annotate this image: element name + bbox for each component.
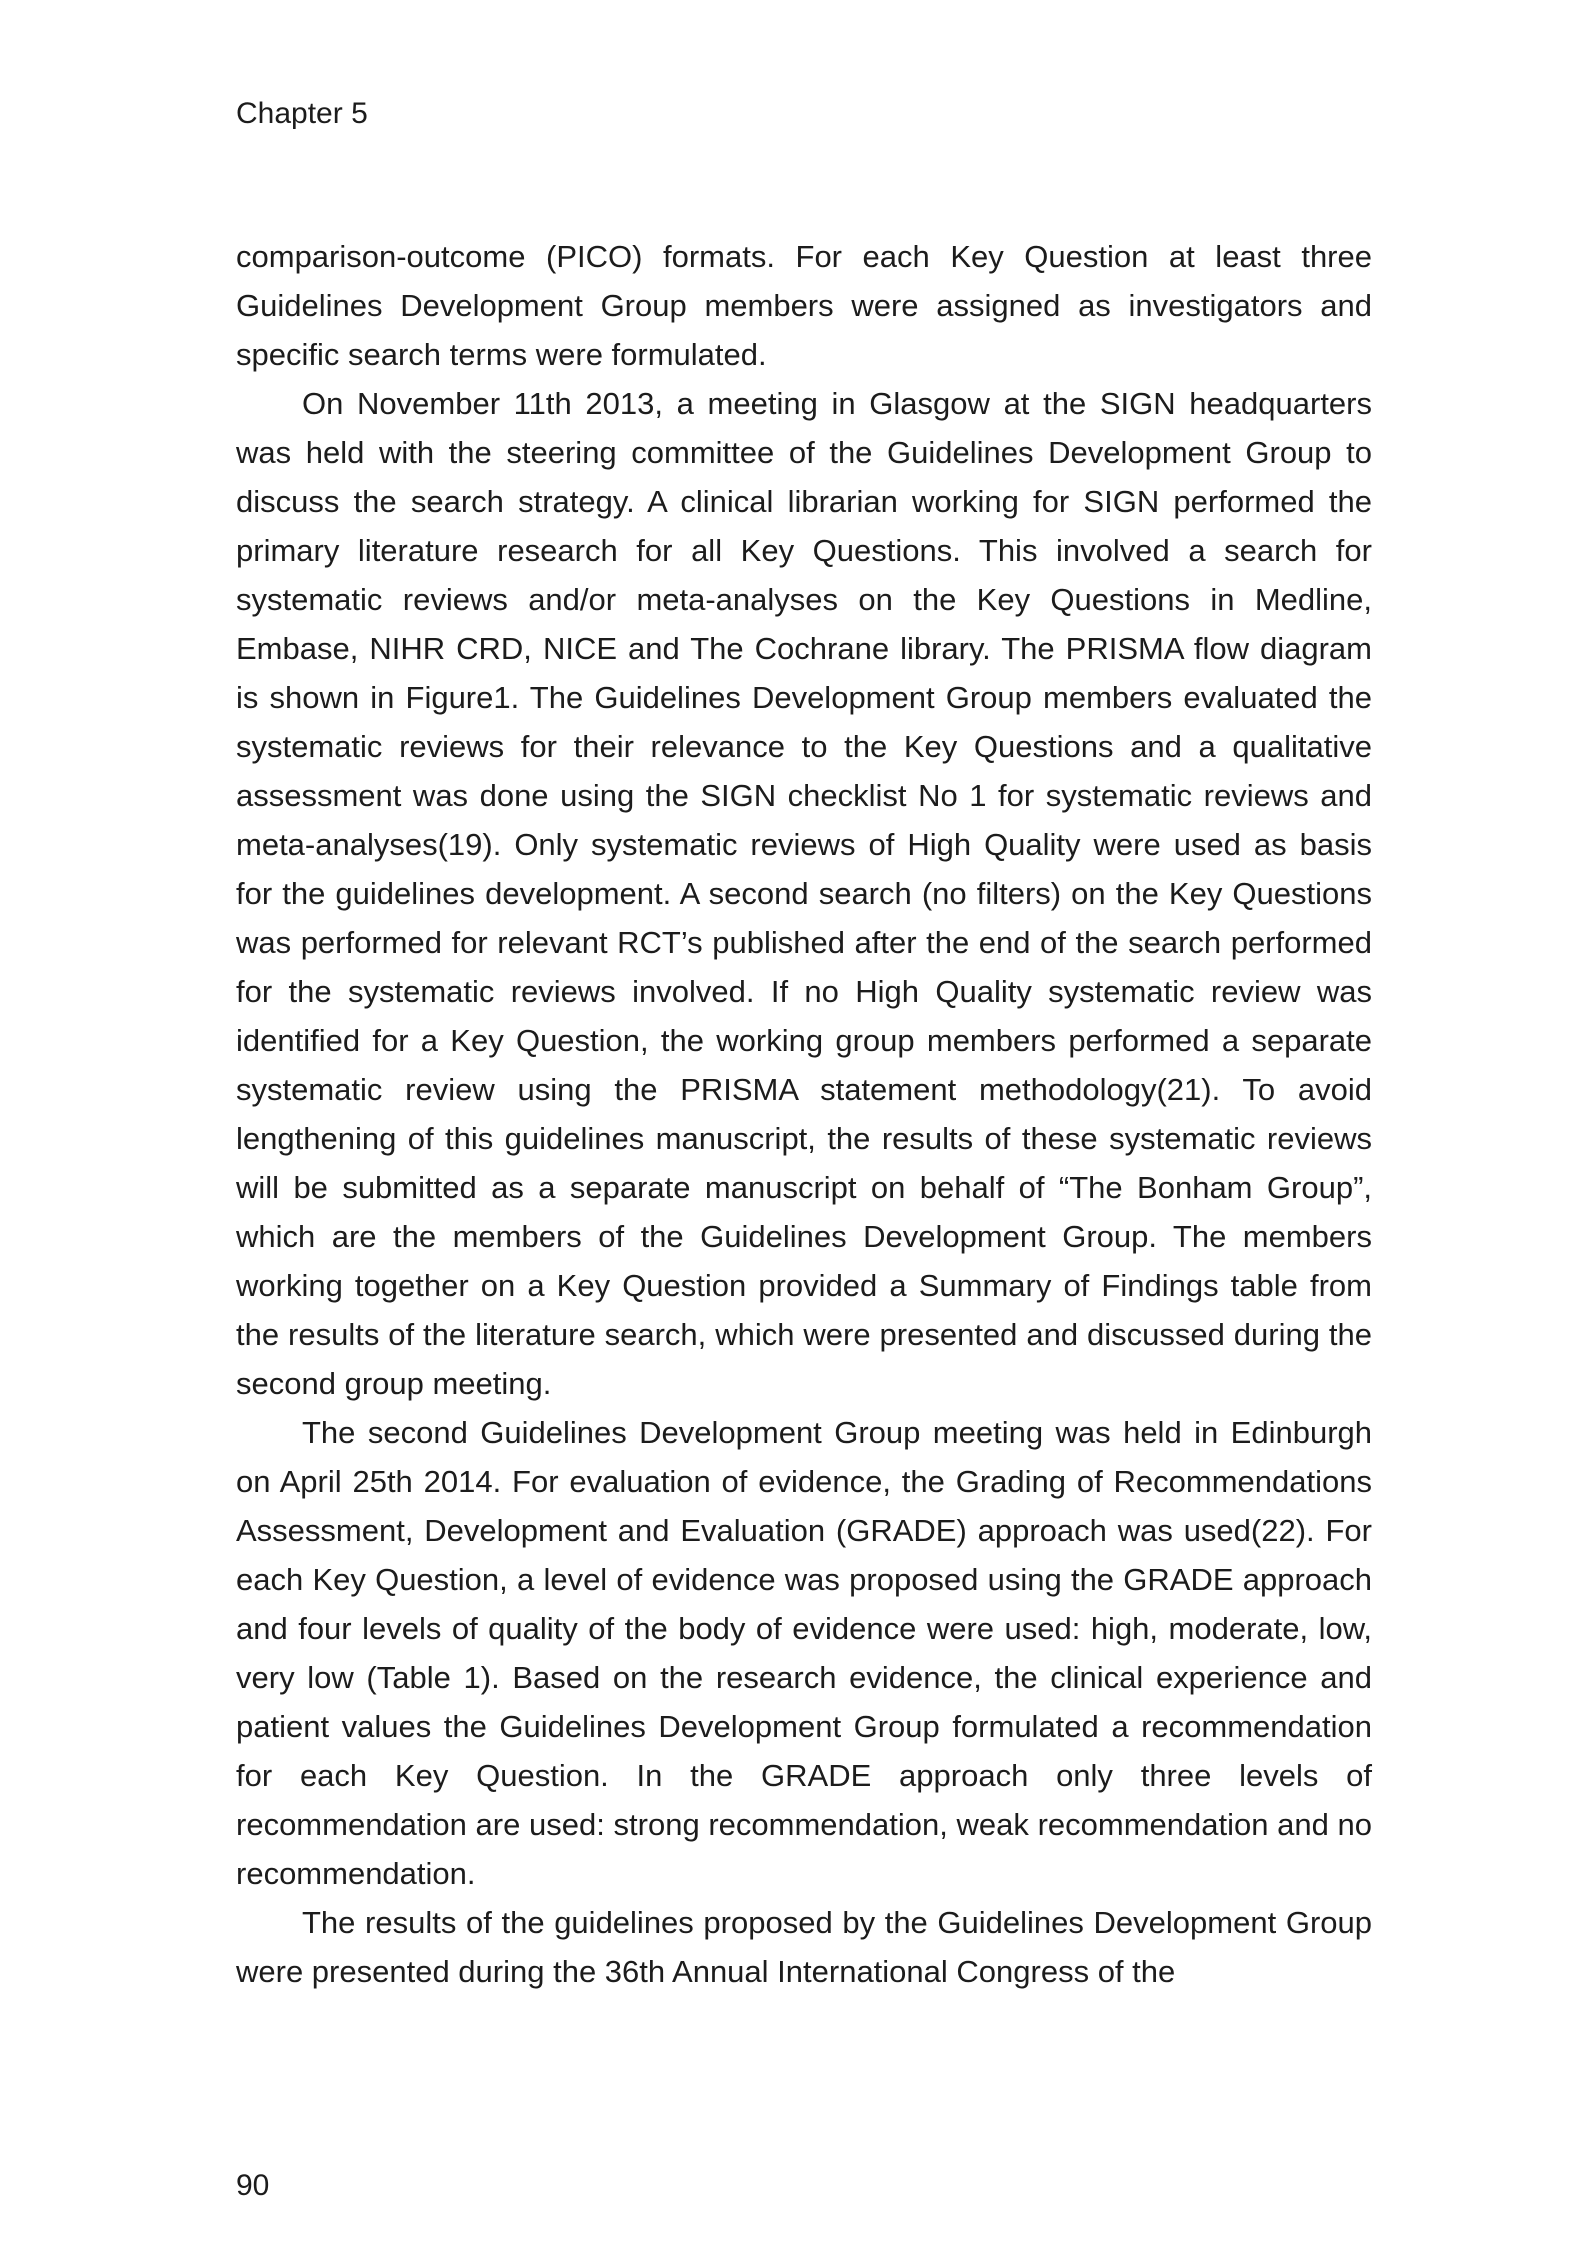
paragraph: The second Guidelines Development Group meeting was held in Edinburgh on April 25th 2014. For evaluation of evidence, the Grading of Recommendations Assessment, Development and Evaluation (GRADE) approach was used(22). For each Key Question, a level of evidence was proposed using the GRADE approach and four levels of quality of the body of evidence were used: high, moderate, low, very low (Table 1). Based on the research evidence, the clinical experience and patient values the Guidelines Development Group formulated a recommendation for each Key Question. In the GRADE approach only three levels of recommendation are used: strong recommendation, weak recommendation and no recommendation.	[236, 1415, 1372, 1891]
page-number: 90	[236, 2169, 270, 2202]
body-text	[236, 232, 1372, 1996]
chapter-header: Chapter 5	[236, 97, 368, 130]
paragraph: The results of the guidelines proposed by the Guidelines Development Group were presented during the 36th Annual International Congress of the	[236, 1905, 1372, 1989]
paragraph: comparison-outcome (PICO) formats. For each Key Question at least three Guidelines Development Group members were assigned as investigators and specific search terms were formulated.	[236, 239, 1372, 372]
paragraph: On November 11th 2013, a meeting in Glasgow at the SIGN headquarters was held with the steering committee of the Guidelines Development Group to discuss the search strategy. A clinical librarian working for SIGN performed the primary literature research for all Key Questions. This involved a search for systematic reviews and/or meta-analyses on the Key Questions in Medline, Embase, NIHR CRD, NICE and The Cochrane library. The PRISMA flow diagram is shown in Figure1. The Guidelines Development Group members evaluated the systematic reviews for their relevance to the Key Questions and a qualitative assessment was done using the SIGN checklist No 1 for systematic reviews and meta-analyses(19). Only systematic reviews of High Quality were used as basis for the guidelines development. A second search (no filters) on the Key Questions was performed for relevant RCT’s published after the end of the search performed for the systematic reviews involved. If no High Quality systematic review was identified for a Key Question, the working group members performed a separate systematic review using the PRISMA statement methodology(21). To avoid lengthening of this guidelines manuscript, the results of these systematic reviews will be submitted as a separate manuscript on behalf of “The Bonham Group”, which are the members of the Guidelines Development Group. The members working together on a Key Question provided a Summary of Findings table from the results of the literature search, which were presented and discussed during the second group meeting.	[236, 386, 1372, 1401]
